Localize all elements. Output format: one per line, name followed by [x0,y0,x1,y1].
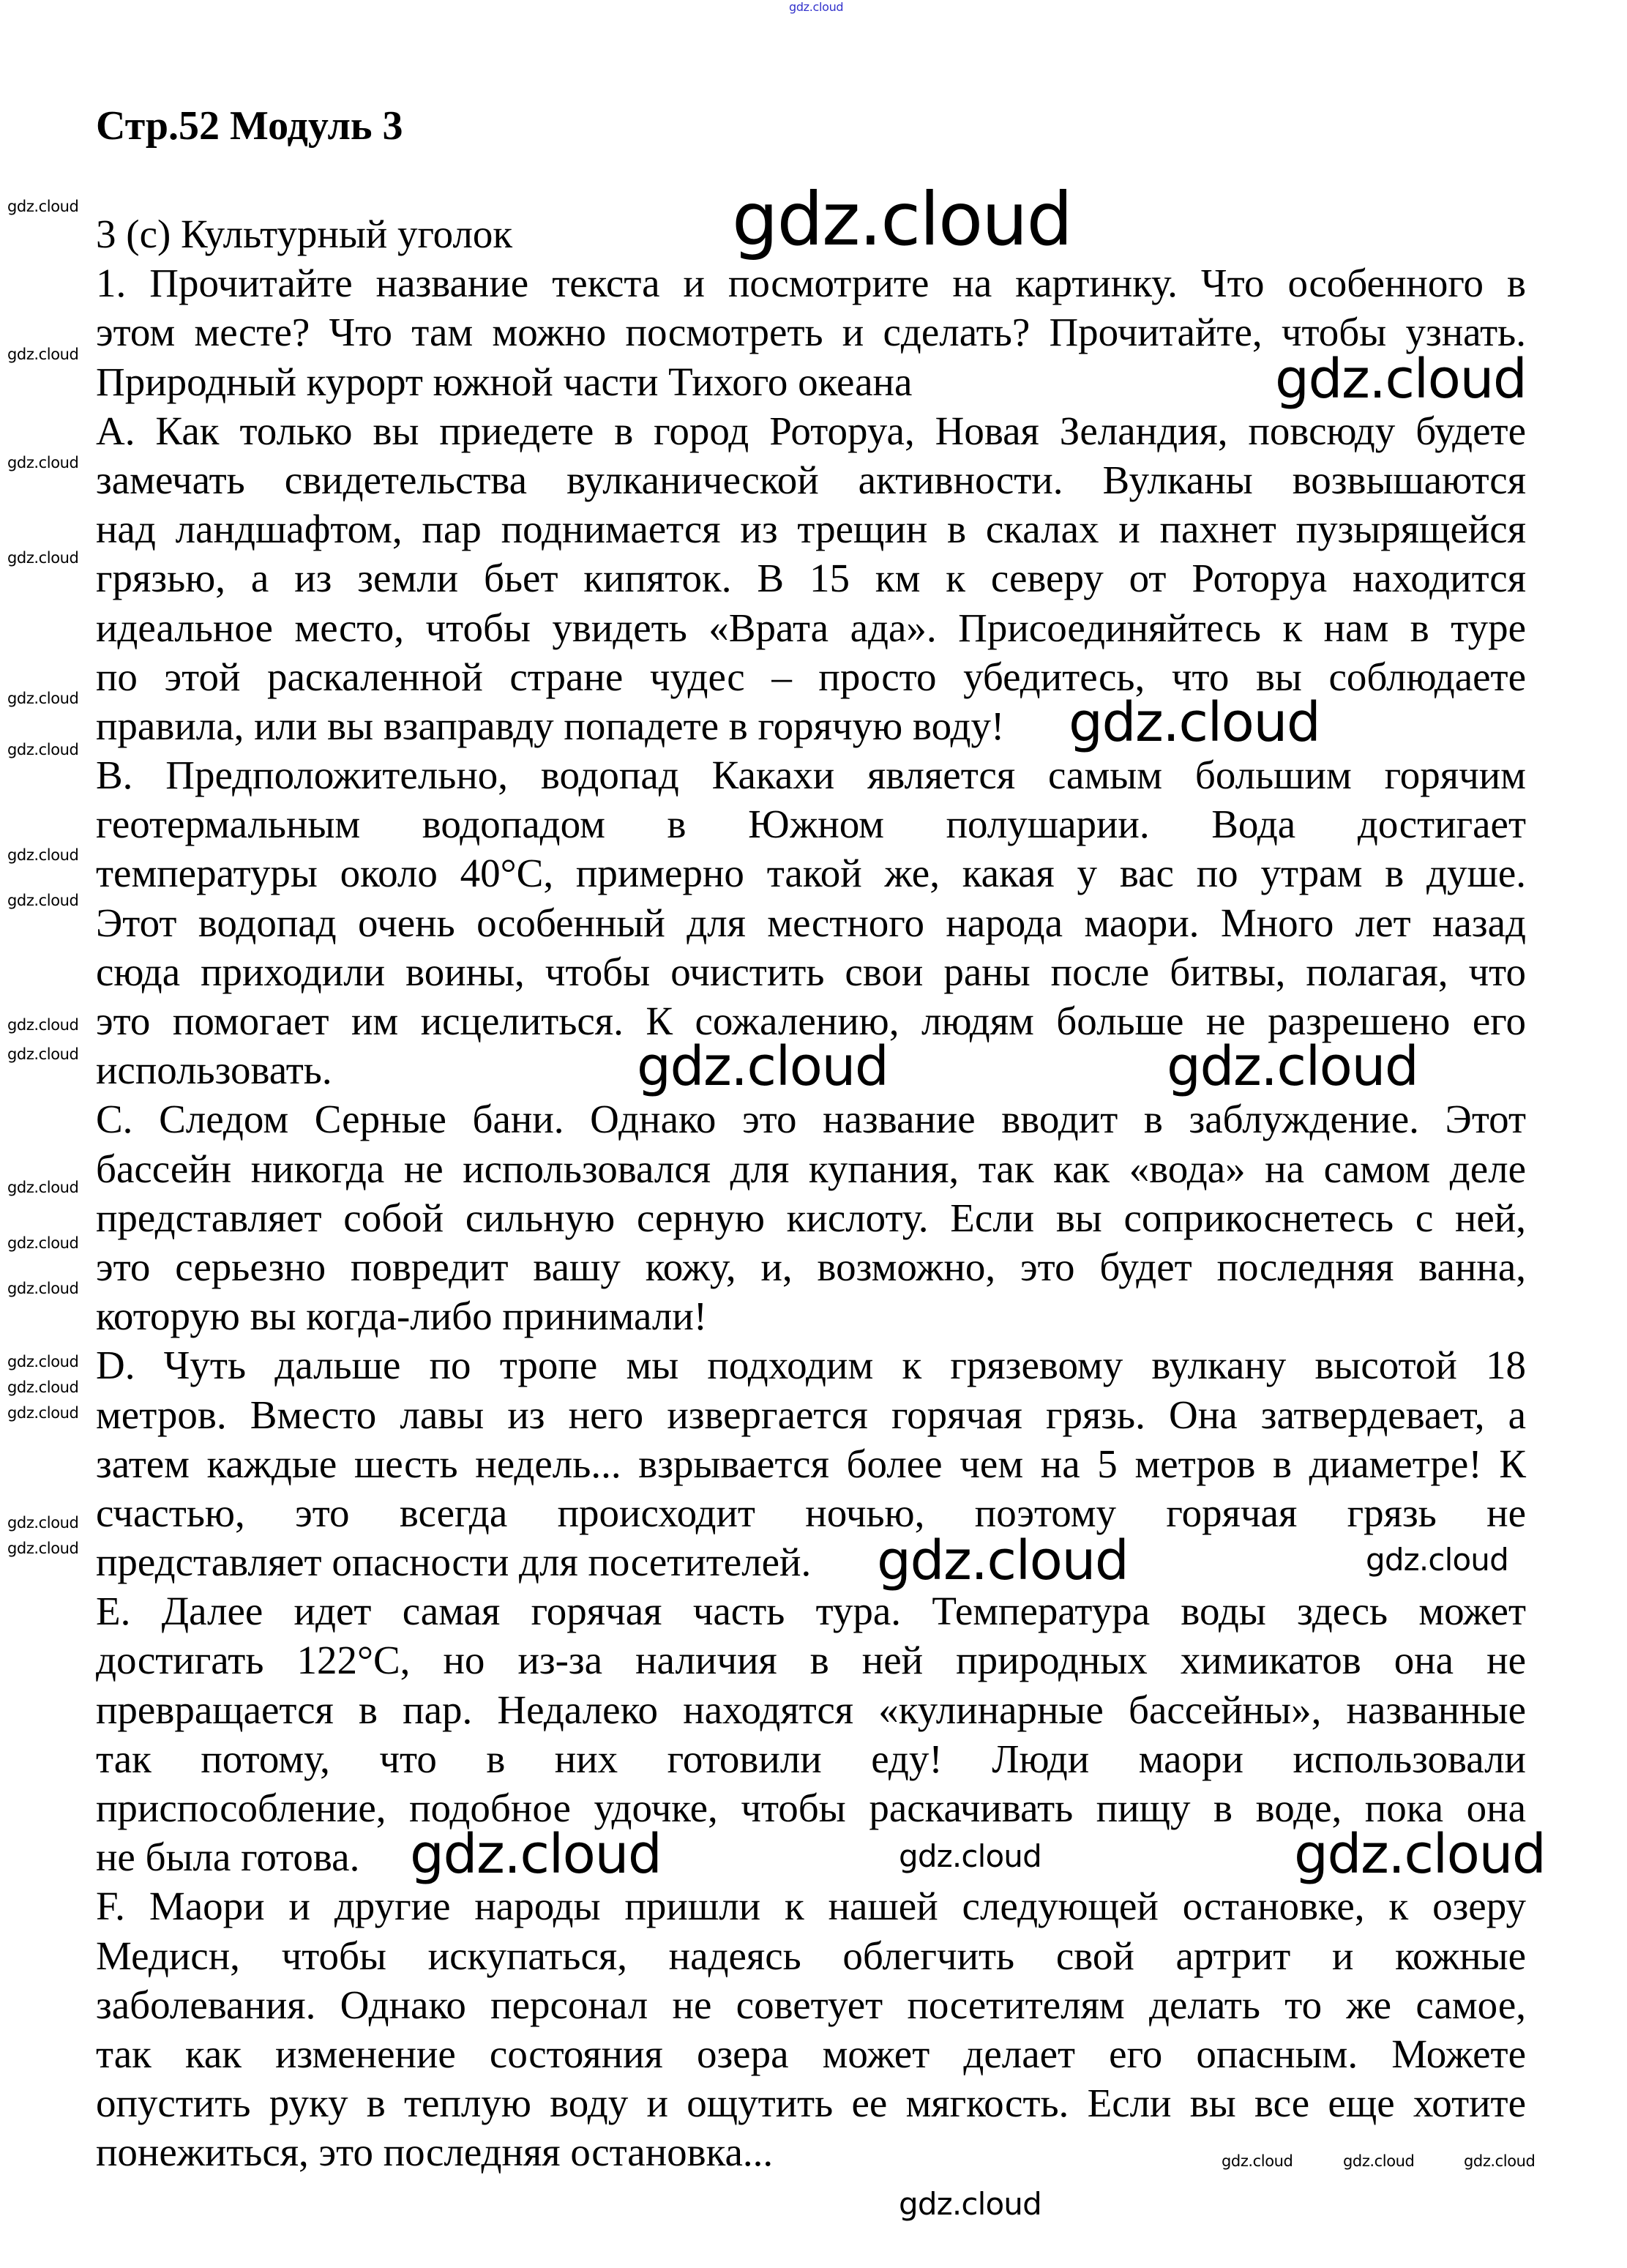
page-title: Стр.52 Модуль 3 [96,103,403,149]
text-line: этом месте? Что там можно посмотреть и сделать? Прочитайте, чтобы узнать. [96,310,1526,355]
watermark: gdz.cloud [1222,2152,1293,2170]
text-line: правила, или вы взаправду попадете в горячую воду! [96,703,1005,748]
watermark: gdz.cloud [7,1234,79,1252]
text-line: E. Далее идет самая горячая часть тура. Температура воды здесь может [96,1589,1526,1634]
text-line: по этой раскаленной стране чудес – просто убедитесь, что вы соблюдаете [96,654,1526,699]
watermark: gdz.cloud [410,1823,662,1886]
text-line: Природный курорт южной части Тихого океана [96,359,913,404]
watermark: gdz.cloud [7,846,79,864]
text-line: приспособление, подобное удочке, чтобы раскачивать пищу в воде, пока она [96,1786,1526,1830]
text-line: B. Предположительно, водопад Какахи является самым большим горячим [96,753,1526,798]
paragraph [96,1881,1526,2176]
watermark: gdz.cloud [7,1540,79,1557]
watermark: gdz.cloud [7,1179,79,1196]
text-line: достигать 122°C, но из-за наличия в ней природных химикатов она не [96,1638,1526,1683]
text-line: D. Чуть дальше по тропе мы подходим к грязевому вулкану высотой 18 [96,1343,1526,1388]
text-line: представляет опасности для посетителей. [96,1540,812,1585]
text-line: 3 (c) Культурный уголок [96,212,513,256]
watermark: gdz.cloud [877,1529,1129,1592]
text-line: метров. Вместо лавы из него извергается горячая грязь. Она затвердевает, а [96,1392,1526,1437]
text-line: сюда приходили воины, чтобы очистить свои раны после битвы, полагая, что [96,949,1526,994]
watermark: gdz.cloud [899,2186,1041,2222]
text-line: A. Как только вы приедете в город Роторуа, Новая Зеландия, повсюду будете [96,408,1526,453]
text-line: так потому, что в них готовили еду! Люди маори использовали [96,1736,1526,1781]
text-line: это помогает им исцелиться. К сожалению, людям больше не разрешено его [96,999,1526,1043]
watermark: gdz.cloud [7,690,79,707]
watermark: gdz.cloud [1069,691,1320,754]
paragraph [96,1094,1526,1340]
watermark: gdz.cloud [7,198,79,215]
text-line: грязью, а из земли бьет кипяток. В 15 км к северу от Роторуа находится [96,556,1526,601]
watermark: gdz.cloud [1294,1823,1546,1886]
watermark: gdz.cloud [899,1838,1041,1874]
watermark: gdz.cloud [1167,1035,1418,1098]
watermark: gdz.cloud [7,1379,79,1396]
watermark: gdz.cloud [7,1016,79,1034]
watermark: gdz.cloud [1464,2152,1536,2170]
text-line: замечать свидетельства вулканической активности. Вулканы возвышаются [96,457,1526,502]
text-line: которую вы когда-либо принимали! [96,1294,708,1339]
text-line: понежиться, это последняя остановка... [96,2130,774,2175]
text-line: Этот водопад очень особенный для местного народа маори. Много лет назад [96,900,1526,945]
watermark: gdz.cloud [7,741,79,758]
text-line: C. Следом Серные бани. Однако это название вводит в заблуждение. Этот [96,1097,1526,1142]
text-line: температуры около 40°C, примерно такой же, какая у вас по утрам в душе. [96,851,1526,896]
watermark: gdz.cloud [732,176,1072,262]
text-line: геотермальным водопадом в Южном полушарии. Вода достигает [96,802,1526,847]
watermark: gdz.cloud [7,1404,79,1422]
watermark: gdz.cloud [7,1045,79,1063]
watermark: gdz.cloud [1275,348,1527,411]
text-line: превращается в пар. Недалеко находятся «кулинарные бассейны», названные [96,1687,1526,1732]
text-line: затем каждые шесть недель... взрывается более чем на 5 метров в диаметре! К [96,1441,1526,1486]
text-line: опустить руку в теплую воду и ощутить ее мягкость. Если вы все еще хотите [96,2081,1526,2126]
paragraph [96,258,1526,357]
watermark: gdz.cloud [7,454,79,471]
watermark: gdz.cloud [789,0,844,14]
text-line: Медисн, чтобы искупаться, надеясь облегчить свой артрит и кожные [96,1933,1526,1978]
paragraph [96,1340,1526,1592]
watermark: gdz.cloud [7,1280,79,1297]
watermark: gdz.cloud [7,892,79,909]
text-line: F. Маори и другие народы пришли к нашей следующей остановке, к озеру [96,1884,1526,1929]
watermark: gdz.cloud [7,346,79,363]
watermark: gdz.cloud [1343,2152,1415,2170]
text-line: не была готова. [96,1835,360,1880]
watermark: gdz.cloud [7,1353,79,1370]
watermark: gdz.cloud [1366,1542,1508,1578]
text-line: идеальное место, чтобы увидеть «Врата ада». Присоединяйтесь к нам в туре [96,605,1526,650]
text-line: бассейн никогда не использовался для купания, так как «вода» на самом деле [96,1146,1526,1191]
watermark: gdz.cloud [637,1035,889,1098]
watermark: gdz.cloud [7,1514,79,1532]
text-line: так как изменение состояния озера может делает его опасным. Можете [96,2031,1526,2076]
text-line: 1. Прочитайте название текста и посмотрите на картинку. Что особенного в [96,261,1526,306]
text-line: над ландшафтом, пар поднимается из трещин в скалах и пахнет пузырящейся [96,507,1526,552]
text-line: это серьезно повредит вашу кожу, и, возможно, это будет последняя ванна, [96,1244,1526,1289]
watermark: gdz.cloud [7,549,79,567]
text-line: представляет собой сильную серную кислоту. Если вы соприкоснетесь с ней, [96,1195,1526,1240]
text-line: заболевания. Однако персонал не советует посетителям делать то же самое, [96,1982,1526,2027]
text-line: счастью, это всегда происходит ночью, поэтому горячая грязь не [96,1490,1526,1535]
text-line: использовать. [96,1048,332,1093]
